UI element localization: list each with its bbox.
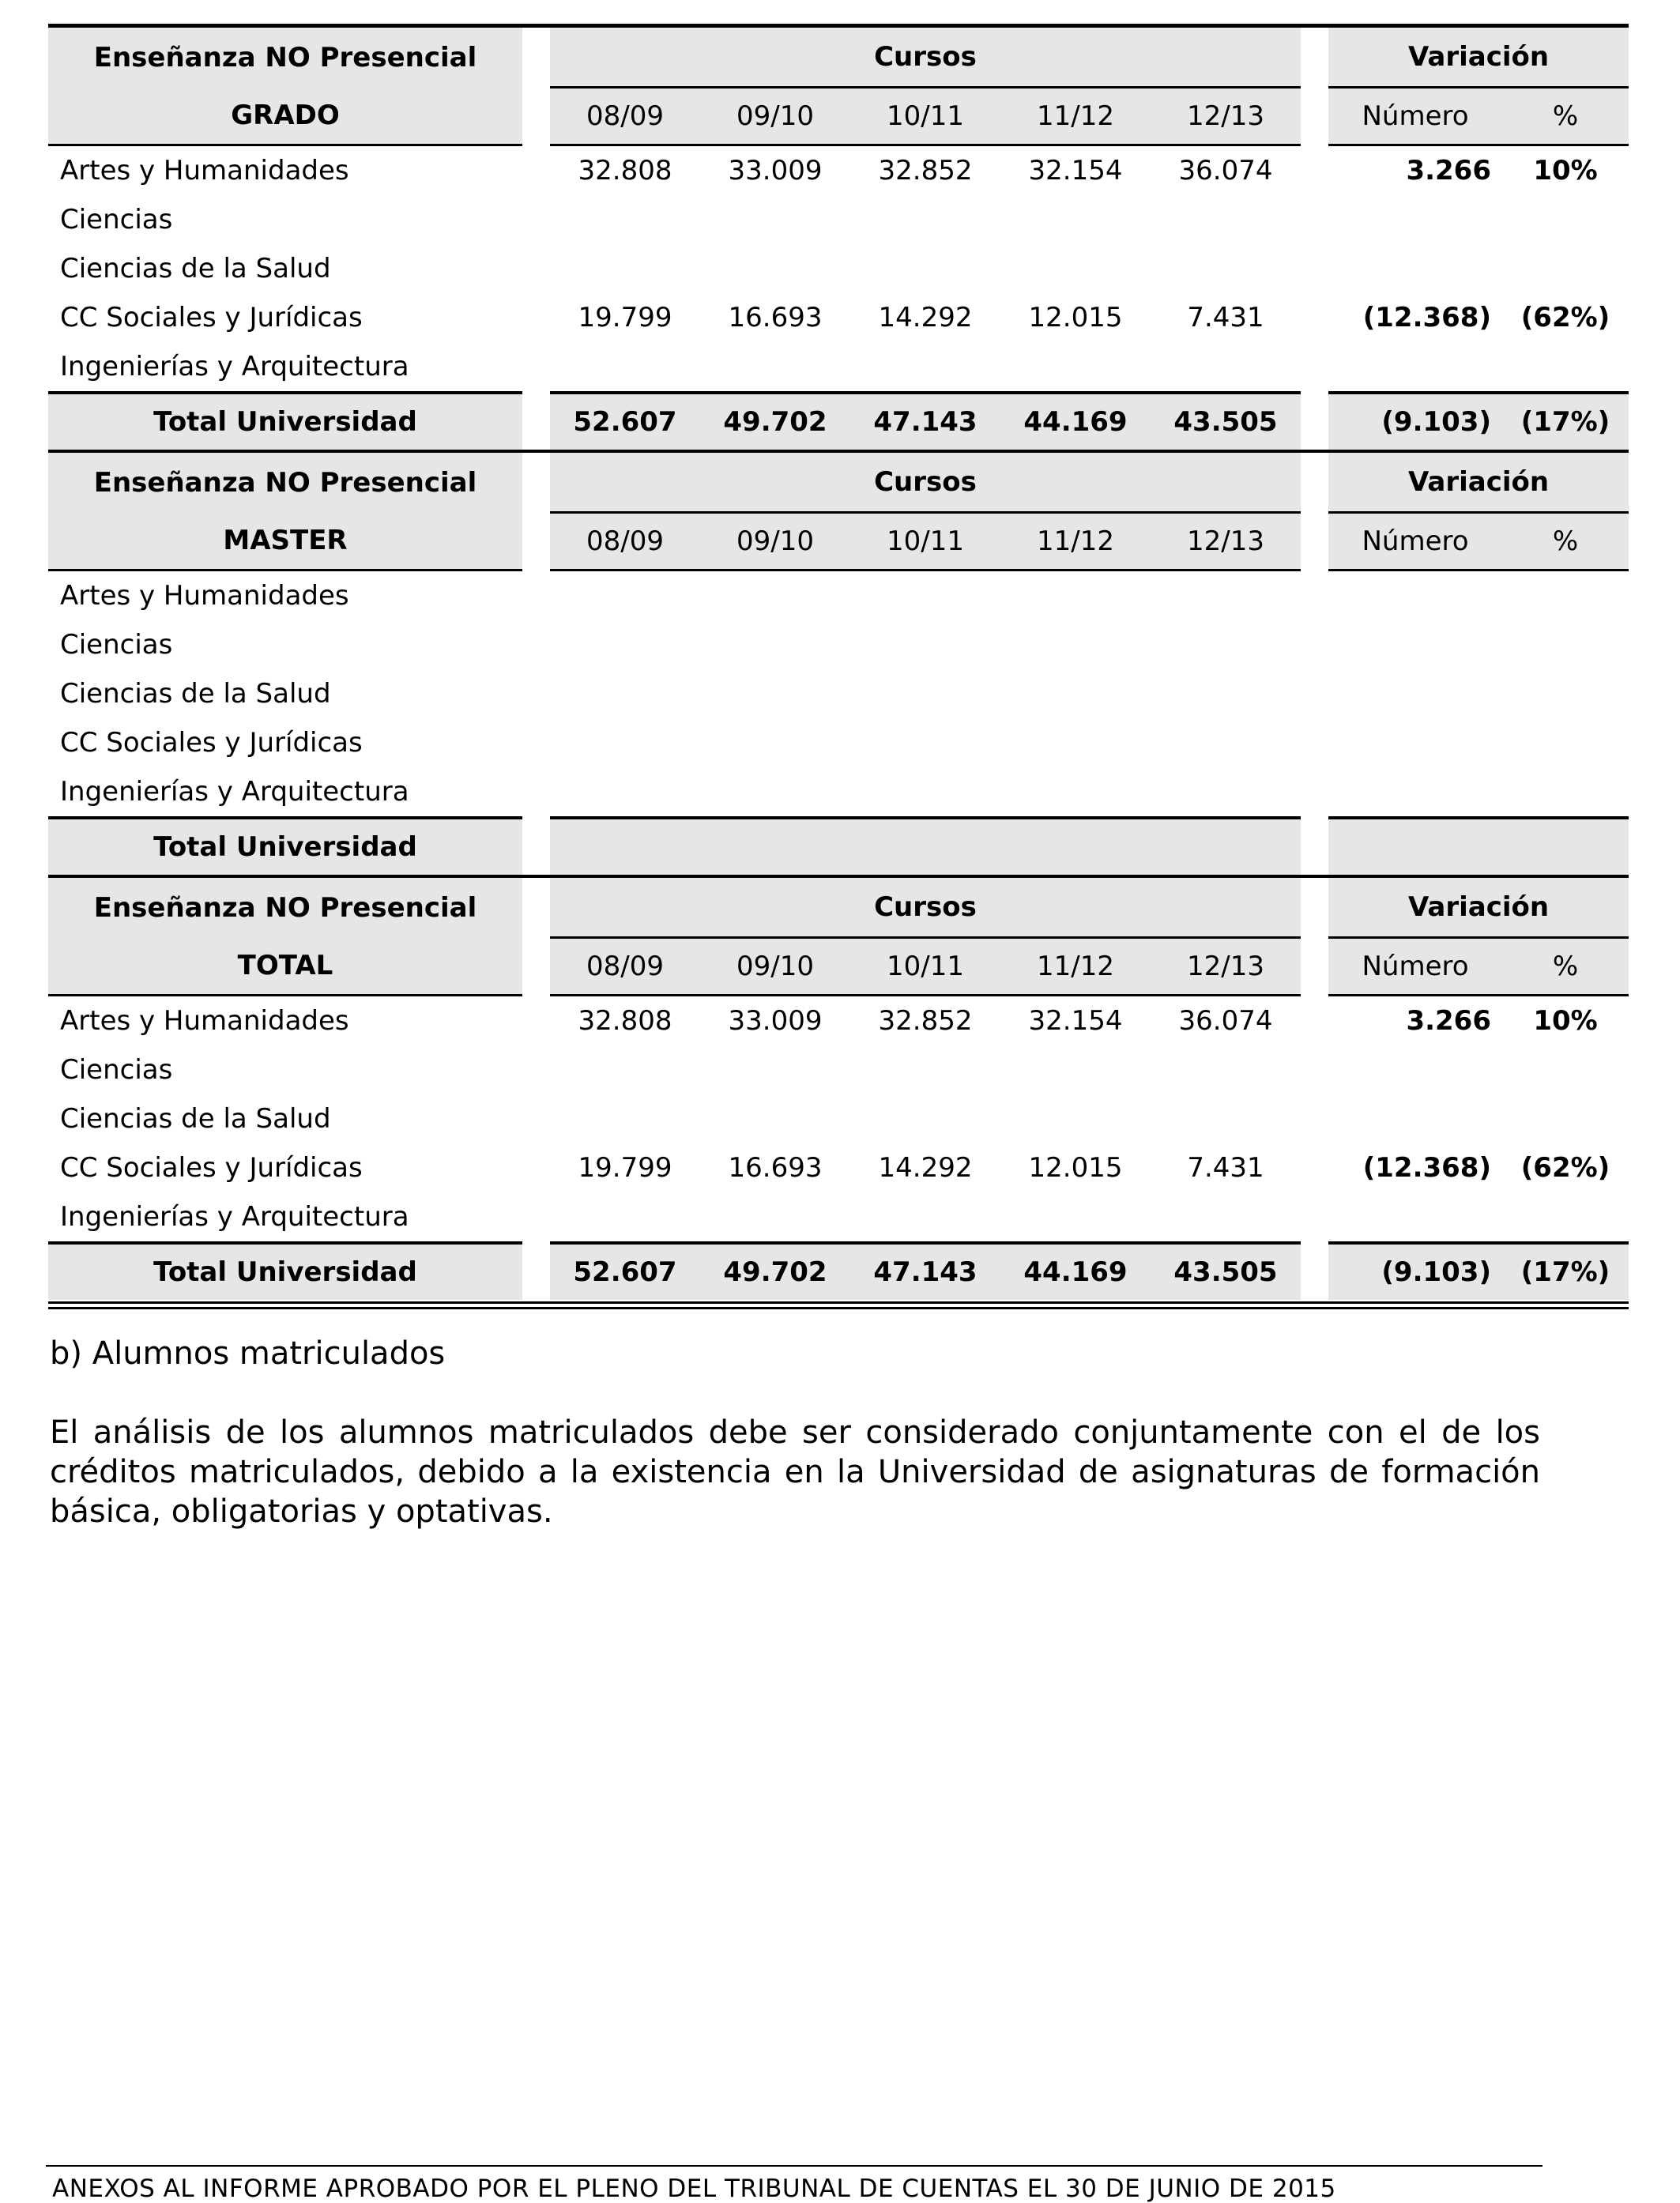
row-value: 32.154 (1028, 155, 1123, 186)
row-label: Ingenierías y Arquitectura (60, 1201, 409, 1233)
cursos-header: Cursos (550, 451, 1301, 513)
total-label: Total Universidad (48, 393, 522, 450)
row-value: 36.074 (1178, 1005, 1273, 1037)
row-value (550, 1094, 700, 1143)
table-subtitle: GRADO (48, 88, 522, 145)
row-value (1000, 718, 1151, 767)
row-variation-percent (1502, 571, 1629, 621)
total-value: 43.505 (1151, 1243, 1301, 1300)
row-value: 14.292 (878, 302, 973, 333)
year-header: 10/11 (850, 938, 1000, 996)
row-value (700, 1045, 850, 1094)
row-variation-percent (1502, 1045, 1629, 1094)
total-variation-percent: (17%) (1502, 393, 1629, 450)
enrollment-tables (48, 24, 1629, 1309)
row-value (550, 620, 700, 669)
row-variation-number (1328, 244, 1502, 293)
row-value (550, 1192, 700, 1243)
row-value (700, 620, 850, 669)
page-footer: ANEXOS AL INFORME APROBADO POR EL PLENO DEL TRIBUNAL DE CUENTAS EL 30 DE JUNIO DE 2015 (52, 2175, 1336, 2203)
row-label: Ciencias de la Salud (60, 253, 331, 284)
group-title: Enseñanza NO Presencial (48, 876, 522, 938)
row-value (700, 767, 850, 818)
year-header: 09/10 (700, 88, 850, 145)
row-value: 12.015 (1028, 1152, 1123, 1184)
row-variation-number (1328, 195, 1502, 244)
row-label: Artes y Humanidades (60, 1005, 349, 1037)
row-value (550, 195, 700, 244)
table-subtitle: TOTAL (48, 938, 522, 996)
percent-header: % (1502, 513, 1629, 571)
row-variation-number (1328, 718, 1502, 767)
row-variation-percent (1502, 1094, 1629, 1143)
row-value (850, 1094, 1000, 1143)
row-label: Ingenierías y Arquitectura (60, 351, 409, 382)
row-variation-number (1328, 669, 1502, 718)
row-variation-percent (1502, 342, 1629, 393)
row-value: 36.074 (1178, 155, 1273, 186)
row-value (850, 244, 1000, 293)
row-variation-percent (1502, 620, 1629, 669)
row-value: 16.693 (728, 1152, 823, 1184)
row-variation-number (1328, 767, 1502, 818)
year-header: 08/09 (550, 938, 700, 996)
variacion-header: Variación (1328, 26, 1629, 88)
total-variation-number: (9.103) (1328, 393, 1502, 450)
group-title: Enseñanza NO Presencial (48, 26, 522, 88)
total-value (850, 818, 1000, 875)
row-variation-number: (12.368) (1362, 302, 1491, 333)
section-heading: b) Alumnos matriculados (50, 1335, 446, 1372)
total-value: 47.143 (850, 393, 1000, 450)
table-subtitle: MASTER (48, 513, 522, 571)
row-variation-percent: 10% (1533, 155, 1598, 186)
percent-header: % (1502, 938, 1629, 996)
row-variation-percent: (62%) (1520, 1152, 1610, 1184)
row-value: 32.808 (578, 155, 672, 186)
row-label: Ciencias de la Salud (60, 678, 331, 710)
year-header: 12/13 (1151, 88, 1301, 145)
row-value (700, 718, 850, 767)
row-variation-percent (1502, 1192, 1629, 1243)
total-value: 52.607 (550, 393, 700, 450)
row-variation-number (1328, 1192, 1502, 1243)
row-label: Artes y Humanidades (60, 580, 349, 612)
row-variation-number: 3.266 (1406, 1005, 1491, 1037)
row-value (1000, 342, 1151, 393)
row-value (1000, 669, 1151, 718)
total-value (1000, 818, 1151, 875)
row-value: 7.431 (1187, 1152, 1264, 1184)
total-value: 44.169 (1000, 1243, 1151, 1300)
row-variation-percent (1502, 195, 1629, 244)
row-value (550, 1045, 700, 1094)
total-label: Total Universidad (48, 1243, 522, 1300)
row-value (1151, 1094, 1301, 1143)
row-value (550, 718, 700, 767)
row-value: 12.015 (1028, 302, 1123, 333)
row-value (700, 195, 850, 244)
group-title: Enseñanza NO Presencial (48, 451, 522, 513)
table-row (48, 571, 1629, 621)
year-header: 09/10 (700, 938, 850, 996)
table-row (48, 145, 1629, 196)
total-value: 49.702 (700, 393, 850, 450)
row-label: CC Sociales y Jurídicas (60, 1152, 363, 1184)
row-variation-number (1328, 571, 1502, 621)
table-row (48, 244, 1629, 293)
row-variation-percent: (62%) (1520, 302, 1610, 333)
row-variation-percent (1502, 244, 1629, 293)
row-label: Ciencias (60, 629, 173, 661)
row-value (1000, 244, 1151, 293)
row-value (1000, 1045, 1151, 1094)
row-value (550, 342, 700, 393)
table-row (48, 342, 1629, 393)
row-value (1000, 195, 1151, 244)
row-label: CC Sociales y Jurídicas (60, 727, 363, 759)
row-value: 32.852 (878, 155, 973, 186)
row-label: Artes y Humanidades (60, 155, 349, 186)
year-header: 09/10 (700, 513, 850, 571)
row-label: Ciencias (60, 204, 173, 235)
year-header: 11/12 (1000, 938, 1151, 996)
total-variation-number (1328, 818, 1502, 875)
percent-header: % (1502, 88, 1629, 145)
row-value: 14.292 (878, 1152, 973, 1184)
row-value (550, 571, 700, 621)
row-variation-percent: 10% (1533, 1005, 1598, 1037)
total-value: 49.702 (700, 1243, 850, 1300)
total-value (550, 818, 700, 875)
row-value (1151, 767, 1301, 818)
row-variation-number (1328, 620, 1502, 669)
row-label: Ciencias de la Salud (60, 1103, 331, 1135)
row-variation-number (1328, 1094, 1502, 1143)
row-label: CC Sociales y Jurídicas (60, 302, 363, 333)
year-header: 11/12 (1000, 88, 1151, 145)
row-value (1151, 669, 1301, 718)
row-value: 33.009 (728, 1005, 823, 1037)
row-variation-number (1328, 1045, 1502, 1094)
total-value: 47.143 (850, 1243, 1000, 1300)
row-value: 32.852 (878, 1005, 973, 1037)
year-header: 08/09 (550, 513, 700, 571)
row-value (1000, 620, 1151, 669)
table-double-rule (48, 1301, 1629, 1309)
row-value (700, 1094, 850, 1143)
row-variation-percent (1502, 718, 1629, 767)
total-value (1151, 818, 1301, 875)
year-header: 12/13 (1151, 513, 1301, 571)
row-value (550, 767, 700, 818)
row-value (850, 767, 1000, 818)
row-value: 7.431 (1187, 302, 1264, 333)
table-row (48, 620, 1629, 669)
row-value (1151, 1045, 1301, 1094)
row-value: 32.154 (1028, 1005, 1123, 1037)
total-value (700, 818, 850, 875)
row-value: 19.799 (578, 1152, 672, 1184)
table-master (48, 450, 1629, 875)
row-value: 19.799 (578, 302, 672, 333)
body-paragraph: El análisis de los alumnos matriculados debe ser considerado conjuntamente con el de los créditos matriculados, debido a la existencia en la Universidad de asignaturas de formación básica, obligatorias y optativas. (50, 1414, 1540, 1530)
row-value (1151, 620, 1301, 669)
row-value (700, 244, 850, 293)
row-value (1151, 244, 1301, 293)
numero-header: Número (1328, 938, 1502, 996)
row-value (1151, 195, 1301, 244)
year-header: 10/11 (850, 513, 1000, 571)
row-value (1000, 571, 1151, 621)
row-variation-percent (1502, 767, 1629, 818)
row-value (700, 571, 850, 621)
row-value (850, 1192, 1000, 1243)
year-header: 11/12 (1000, 513, 1151, 571)
table-row (48, 293, 1629, 342)
row-label: Ciencias (60, 1054, 173, 1086)
total-label: Total Universidad (48, 818, 522, 875)
table-row (48, 1045, 1629, 1094)
table-row (48, 1192, 1629, 1243)
row-value (850, 1045, 1000, 1094)
year-header: 08/09 (550, 88, 700, 145)
row-value: 16.693 (728, 302, 823, 333)
total-value: 43.505 (1151, 393, 1301, 450)
cursos-header: Cursos (550, 876, 1301, 938)
table-row (48, 1143, 1629, 1192)
cursos-header: Cursos (550, 26, 1301, 88)
year-header: 12/13 (1151, 938, 1301, 996)
row-value (1000, 1094, 1151, 1143)
year-header: 10/11 (850, 88, 1000, 145)
row-value (850, 571, 1000, 621)
table-row (48, 767, 1629, 818)
row-variation-percent (1502, 669, 1629, 718)
row-value (700, 669, 850, 718)
row-value (850, 620, 1000, 669)
table-row (48, 195, 1629, 244)
total-variation-percent: (17%) (1502, 1243, 1629, 1300)
row-variation-number (1328, 342, 1502, 393)
row-value (550, 669, 700, 718)
row-value (1000, 767, 1151, 818)
table-row (48, 669, 1629, 718)
footer-rule (46, 2165, 1543, 2167)
total-variation-number: (9.103) (1328, 1243, 1502, 1300)
row-value (1151, 718, 1301, 767)
table-total (48, 875, 1629, 1300)
total-value: 52.607 (550, 1243, 700, 1300)
row-value (850, 669, 1000, 718)
table-row (48, 718, 1629, 767)
row-value: 32.808 (578, 1005, 672, 1037)
row-value (850, 342, 1000, 393)
row-variation-number: (12.368) (1362, 1152, 1491, 1184)
numero-header: Número (1328, 88, 1502, 145)
row-value (550, 244, 700, 293)
row-value (700, 342, 850, 393)
table-row (48, 1094, 1629, 1143)
row-value (850, 718, 1000, 767)
row-value (850, 195, 1000, 244)
row-label: Ingenierías y Arquitectura (60, 776, 409, 808)
variacion-header: Variación (1328, 451, 1629, 513)
row-value (1151, 342, 1301, 393)
row-variation-number: 3.266 (1406, 155, 1491, 186)
row-value: 33.009 (728, 155, 823, 186)
row-value (700, 1192, 850, 1243)
numero-header: Número (1328, 513, 1502, 571)
row-value (1000, 1192, 1151, 1243)
variacion-header: Variación (1328, 876, 1629, 938)
row-value (1151, 1192, 1301, 1243)
table-grado (48, 24, 1629, 450)
total-value: 44.169 (1000, 393, 1151, 450)
total-variation-percent (1502, 818, 1629, 875)
row-value (1151, 571, 1301, 621)
table-row (48, 996, 1629, 1046)
